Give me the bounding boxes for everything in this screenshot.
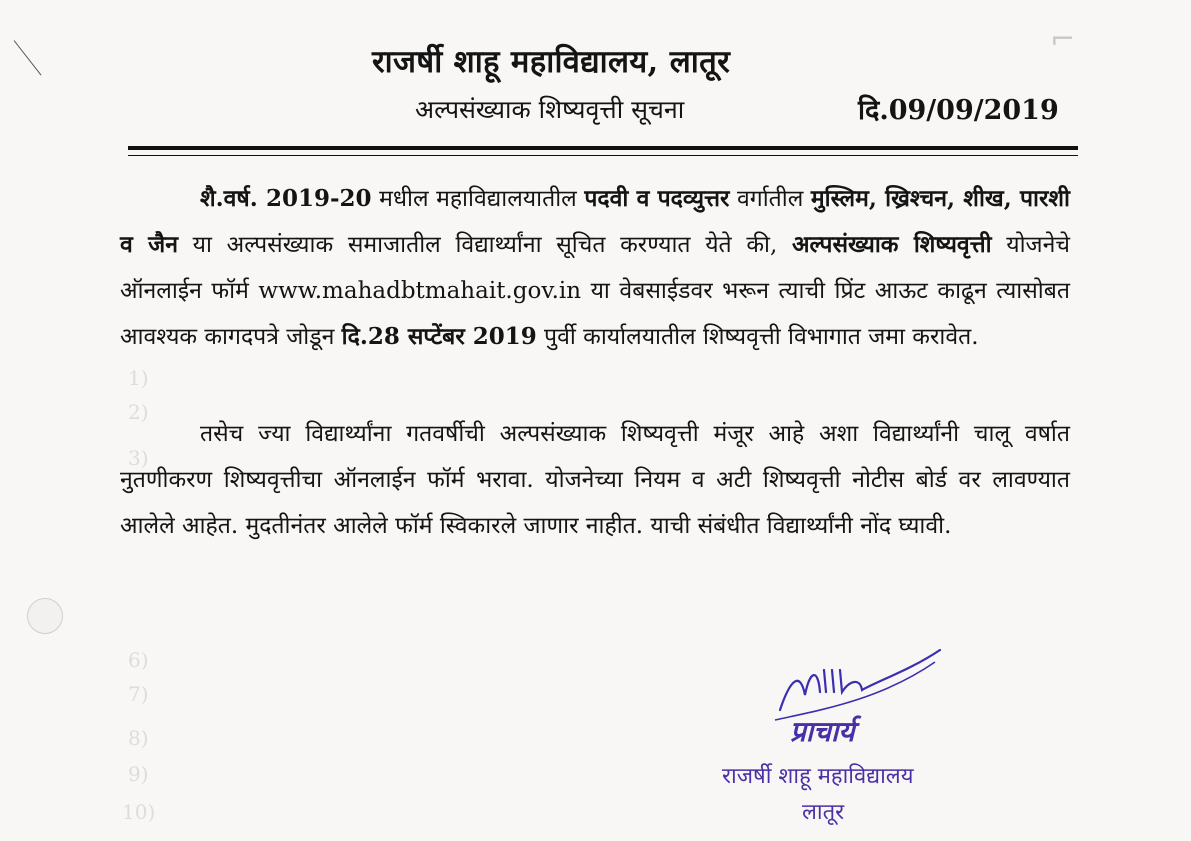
text-run: योजनेचे ऑनलाईन फॉर्म www.mahadbtmahait.gov.in या वेबसाईडवर भरून त्याची प्रिंट आऊट काढून त्यासोबत आवश्यक कागदपत्रे जोडून [120, 232, 1070, 350]
notice-title: अल्पसंख्याक शिष्यवृत्ती सूचना [415, 95, 685, 124]
notice-date: दि.09/09/2019 [858, 95, 1059, 126]
notice-paragraph-2 [120, 411, 1070, 549]
eligible-communities: मुस्लिम, ख्रिश्चन, शीख, पारशी व जैन [120, 185, 1070, 258]
text-run: पुर्वी कार्यालयातील शिष्यवृत्ती विभागात जमा करावेत. [536, 324, 979, 350]
punch-hole [27, 598, 63, 634]
text-run: तसेच ज्या विद्यार्थ्यांना गतवर्षीची अल्पसंख्याक शिष्यवृत्ती मंजूर आहे अशा विद्यार्थ्यांनी चालू वर्षात नुतणीकरण शिष्यवृत्तीचा ऑनलाईन फॉर्म भरावा. योजनेच्या नियम व अटी शिष्यवृत्ती नोटीस बोर्ड वर लावण्यात आलेले आहेत. मुदतीनंतर आलेले फॉर्म स्विकारले जाणार नाहीत. याची संबंधीत विद्यार्थ्यांनी नोंद घ्यावी. [120, 421, 1070, 539]
academic-year: शै.वर्ष. 2019-20 [200, 185, 372, 212]
text-run: वर्गातील [729, 186, 811, 212]
bleed-number: 6) [128, 648, 149, 672]
bleed-number: 2) [128, 400, 149, 424]
notice-paragraph-1 [120, 176, 1070, 360]
scan-scratch-mark [14, 40, 42, 75]
text-run: या अल्पसंख्याक समाजातील विद्यार्थ्यांना सूचित करण्यात येते की, [178, 232, 792, 258]
bleed-number: 10) [122, 800, 156, 824]
bleed-number: 1) [128, 366, 149, 390]
corner-pencil-mark: ⌐ [1050, 22, 1076, 57]
college-title: राजर्षी शाहू महाविद्यालय, लातूर [372, 44, 731, 80]
scheme-name: अल्पसंख्याक शिष्यवृत्ती [791, 231, 992, 258]
header-divider-thin [128, 155, 1078, 156]
text-run: मधील महाविद्यालयातील [371, 186, 585, 212]
bleed-number: 8) [128, 726, 149, 750]
course-levels: पदवी व पदव्युत्तर [584, 185, 730, 212]
bleed-number: 9) [128, 762, 149, 786]
header-divider [128, 146, 1078, 150]
bleed-number: 7) [128, 682, 149, 706]
bleed-number: 3) [128, 446, 149, 470]
stamp-college-name: राजर्षी शाहू महाविद्यालय [722, 764, 914, 789]
stamp-principal-title: प्राचार्य [790, 715, 855, 748]
submission-deadline: दि.28 सप्टेंबर 2019 [341, 323, 537, 350]
stamp-city: लातूर [802, 800, 845, 825]
